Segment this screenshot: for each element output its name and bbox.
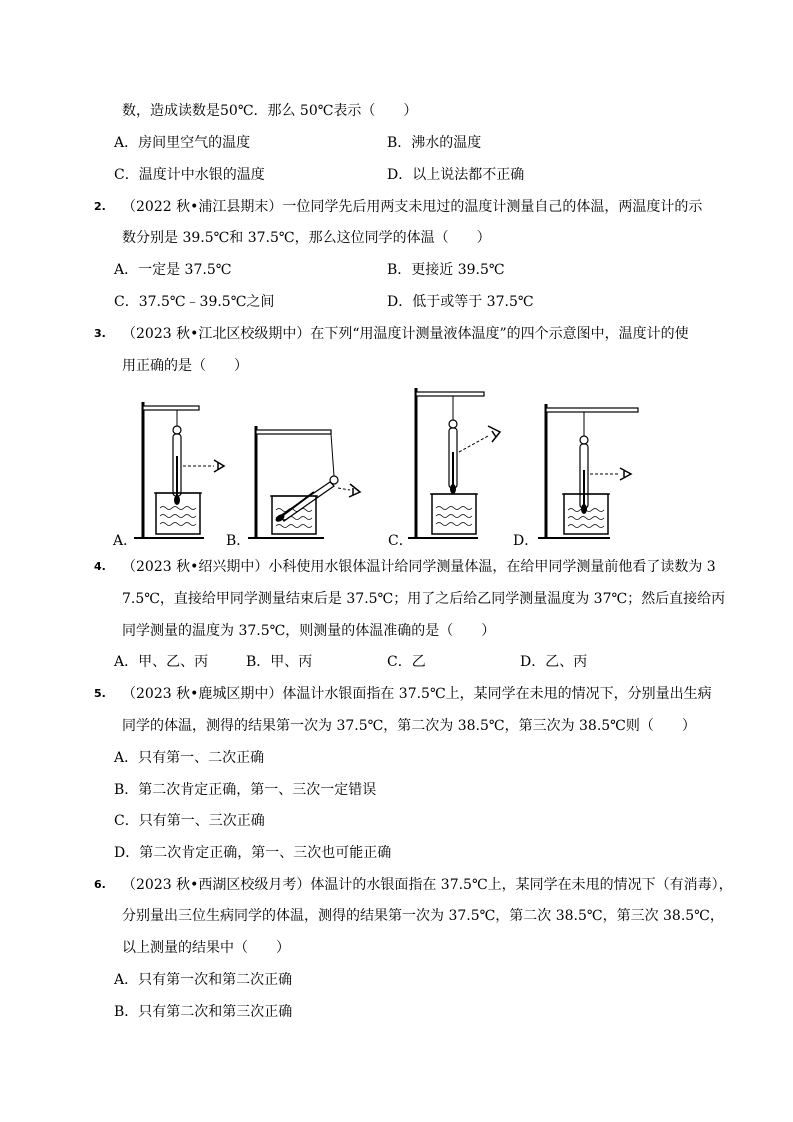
q6-option-b: B．只有第二次和第三次正确 [114, 1004, 293, 1020]
q2-option-d: D．低于或等于 37.5℃ [387, 294, 534, 310]
q4-option-a: A．甲、乙、丙 [114, 654, 209, 670]
q4-number: 4. [94, 560, 106, 573]
q2-number: 2. [94, 200, 106, 213]
figure-a-label: A． [113, 533, 138, 549]
q5-option-d: D．第二次肯定正确，第一、三次也可能正确 [114, 845, 392, 861]
figure-c-thermometer-setup [402, 382, 517, 542]
q4-option-d: D．乙、丙 [520, 654, 588, 670]
q6-line-2: 分别量出三位生病同学的体温，测得的结果第一次为 37.5℃，第二次 38.5℃，第三次 38.5℃， [122, 908, 724, 924]
q5-number: 5. [94, 687, 106, 700]
q5-option-a: A．只有第一、二次正确 [114, 750, 265, 766]
figure-b-thermometer-setup [244, 420, 369, 542]
q1-option-b: B．沸水的温度 [387, 135, 482, 151]
q1-continuation: 数，造成读数是50℃．那么 50℃表示（ ） [122, 103, 418, 119]
q2-option-b: B．更接近 39.5℃ [387, 262, 505, 278]
q3-line-2: 用正确的是（ ） [122, 358, 248, 374]
figure-b-label: B． [226, 533, 251, 549]
q4-option-c: C．乙 [387, 654, 426, 670]
q5-line-1: （2023 秋•鹿城区期中）体温计水银面指在 37.5℃上，某同学在未甩的情况下，分别量出生病 [122, 686, 712, 702]
q5-option-b: B．第二次肯定正确，第一、三次一定错误 [114, 782, 377, 798]
q4-line-3: 同学测量的温度为 37.5℃，则测量的体温准确的是（ ） [122, 623, 496, 639]
figure-c-label: C． [388, 533, 413, 549]
q2-line-1: （2022 秋•浦江县期末）一位同学先后用两支未甩过的温度计测量自己的体温，两温度计的示 [122, 199, 703, 215]
q4-line-2: 7.5℃，直接给甲同学测量结束后是 37.5℃；用了之后给乙同学测量温度为 37℃；然后直接给丙 [122, 591, 726, 607]
q5-option-c: C．只有第一、三次正确 [114, 813, 265, 829]
q5-line-2: 同学的体温，测得的结果第一次为 37.5℃，第二次为 38.5℃，第三次为 38.5℃则（ ） [122, 718, 696, 734]
q1-option-a: A．房间里空气的温度 [114, 135, 251, 151]
q6-line-3: 以上测量的结果中（ ） [122, 940, 290, 956]
figure-d-thermometer-setup [536, 398, 646, 542]
q6-line-1: （2023 秋•西湖区校级月考）体温计的水银面指在 37.5℃上，某同学在未甩的情况下（有消毒）， [122, 877, 733, 893]
q1-option-d: D．以上说法都不正确 [387, 167, 525, 183]
q2-option-c: C．37.5℃﹣39.5℃之间 [114, 294, 275, 310]
q3-number: 3. [94, 327, 106, 340]
q1-option-c: C．温度计中水银的温度 [114, 167, 265, 183]
q6-number: 6. [94, 878, 106, 891]
q4-option-b: B．甲、丙 [246, 654, 313, 670]
figure-d-label: D． [513, 533, 539, 549]
figure-a-thermometer-setup [128, 396, 228, 542]
q2-option-a: A．一定是 37.5℃ [114, 262, 232, 278]
q4-line-1: （2023 秋•绍兴期中）小科使用水银体温计给同学测量体温，在给甲同学测量前他看了读数为 3 [122, 559, 716, 575]
q6-option-a: A．只有第一次和第二次正确 [114, 972, 293, 988]
q3-line-1: （2023 秋•江北区校级期中）在下列“用温度计测量液体温度”的四个示意图中，温度计的使 [122, 326, 689, 342]
q2-line-2: 数分别是 39.5℃和 37.5℃，那么这位同学的体温（ ） [122, 230, 491, 246]
